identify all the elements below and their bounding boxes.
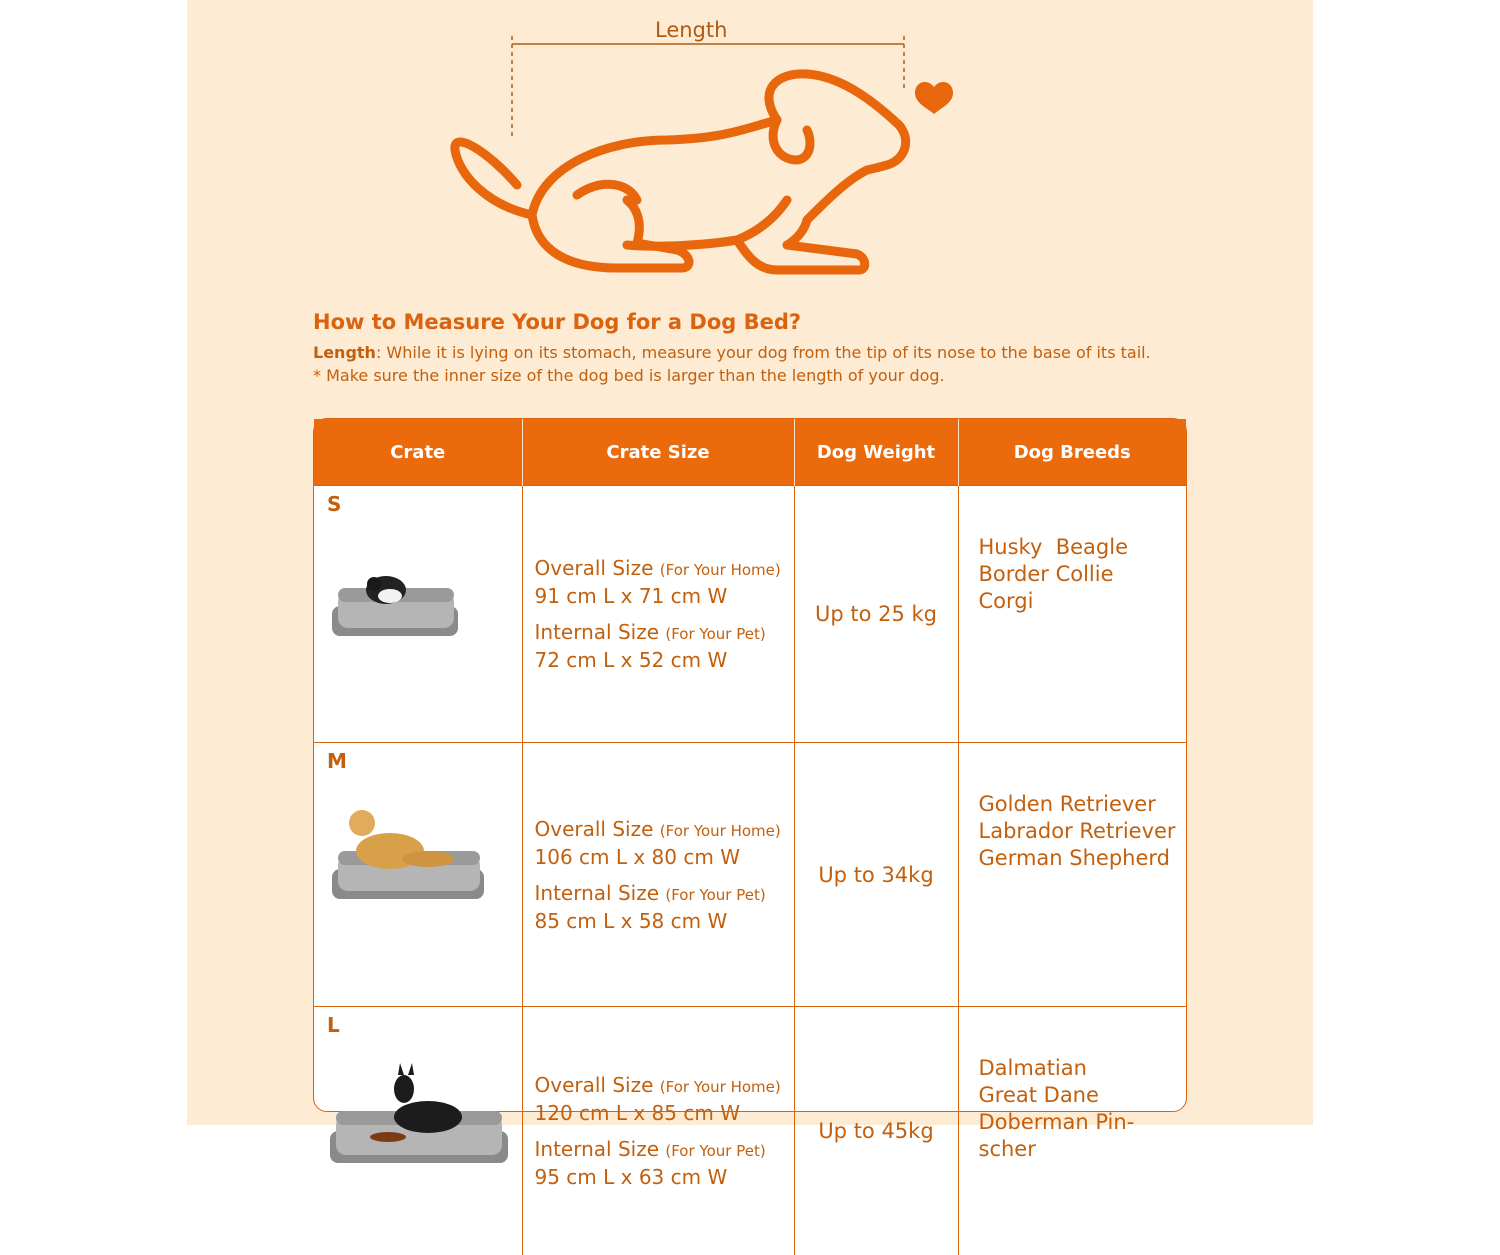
crate-cell xyxy=(314,1007,522,1255)
dog-illustration xyxy=(187,0,1313,300)
internal-size-value: 72 cm L x 52 cm W xyxy=(535,647,794,673)
size-table xyxy=(313,418,1187,1112)
overall-size: Overall Size (For Your Home) xyxy=(535,816,794,844)
size-label: M xyxy=(327,749,347,773)
header-crate: Crate xyxy=(314,419,522,486)
dog-outline-icon xyxy=(455,74,906,270)
dog-weight-cell: Up to 25 kg xyxy=(794,486,958,743)
length-term: Length xyxy=(313,343,376,362)
breed-item: scher xyxy=(979,1136,1187,1163)
length-text: : While it is lying on its stomach, measure your dog from the tip of its nose to the base of its tail. xyxy=(376,343,1151,362)
crate-size-cell xyxy=(522,743,794,1007)
dog-breeds-cell xyxy=(958,1007,1186,1255)
guide-heading: How to Measure Your Dog for a Dog Bed? xyxy=(313,310,801,334)
crate-cell xyxy=(314,486,522,743)
overall-size-value: 106 cm L x 80 cm W xyxy=(535,844,794,870)
breed-item: Labrador Retriever xyxy=(979,818,1187,845)
internal-size-value: 95 cm L x 63 cm W xyxy=(535,1164,794,1190)
header-crate-size: Crate Size xyxy=(522,419,794,486)
crate-cell xyxy=(314,743,522,1007)
breed-item: Golden Retriever xyxy=(979,791,1187,818)
internal-size: Internal Size (For Your Pet) xyxy=(535,1136,794,1164)
breed-item: Dalmatian xyxy=(979,1055,1187,1082)
dog-bed-image xyxy=(328,1065,508,1175)
dog-breeds-cell xyxy=(958,486,1186,743)
internal-size: Internal Size (For Your Pet) xyxy=(535,880,794,908)
heart-icon xyxy=(915,82,953,114)
table-row xyxy=(314,486,1186,743)
length-label: Length xyxy=(655,18,727,42)
breed-item: German Shepherd xyxy=(979,845,1187,872)
internal-size-value: 85 cm L x 58 cm W xyxy=(535,908,794,934)
table-row xyxy=(314,1007,1186,1255)
breed-item: Husky Beagle xyxy=(979,534,1187,561)
breed-item: Great Dane xyxy=(979,1082,1187,1109)
crate-size-cell xyxy=(522,486,794,743)
size-note: * Make sure the inner size of the dog bed is larger than the length of your dog. xyxy=(313,366,945,385)
dog-bed-image xyxy=(328,801,508,911)
breed-item: Doberman Pin- xyxy=(979,1109,1187,1136)
dog-bed-image xyxy=(328,544,508,654)
table-row xyxy=(314,743,1186,1007)
overall-size: Overall Size (For Your Home) xyxy=(535,1072,794,1100)
overall-size-value: 91 cm L x 71 cm W xyxy=(535,583,794,609)
size-label: S xyxy=(327,492,341,516)
breed-item: Corgi xyxy=(979,588,1187,615)
length-description xyxy=(313,343,1151,362)
dog-breeds-cell xyxy=(958,743,1186,1007)
dog-weight-cell: Up to 45kg xyxy=(794,1007,958,1255)
dog-weight-cell: Up to 34kg xyxy=(794,743,958,1007)
overall-size-value: 120 cm L x 85 cm W xyxy=(535,1100,794,1126)
overall-size: Overall Size (For Your Home) xyxy=(535,555,794,583)
header-dog-breeds: Dog Breeds xyxy=(958,419,1186,486)
internal-size: Internal Size (For Your Pet) xyxy=(535,619,794,647)
header-dog-weight: Dog Weight xyxy=(794,419,958,486)
size-guide-panel xyxy=(187,0,1313,1125)
breed-item: Border Collie xyxy=(979,561,1187,588)
crate-size-cell xyxy=(522,1007,794,1255)
size-label: L xyxy=(327,1013,340,1037)
